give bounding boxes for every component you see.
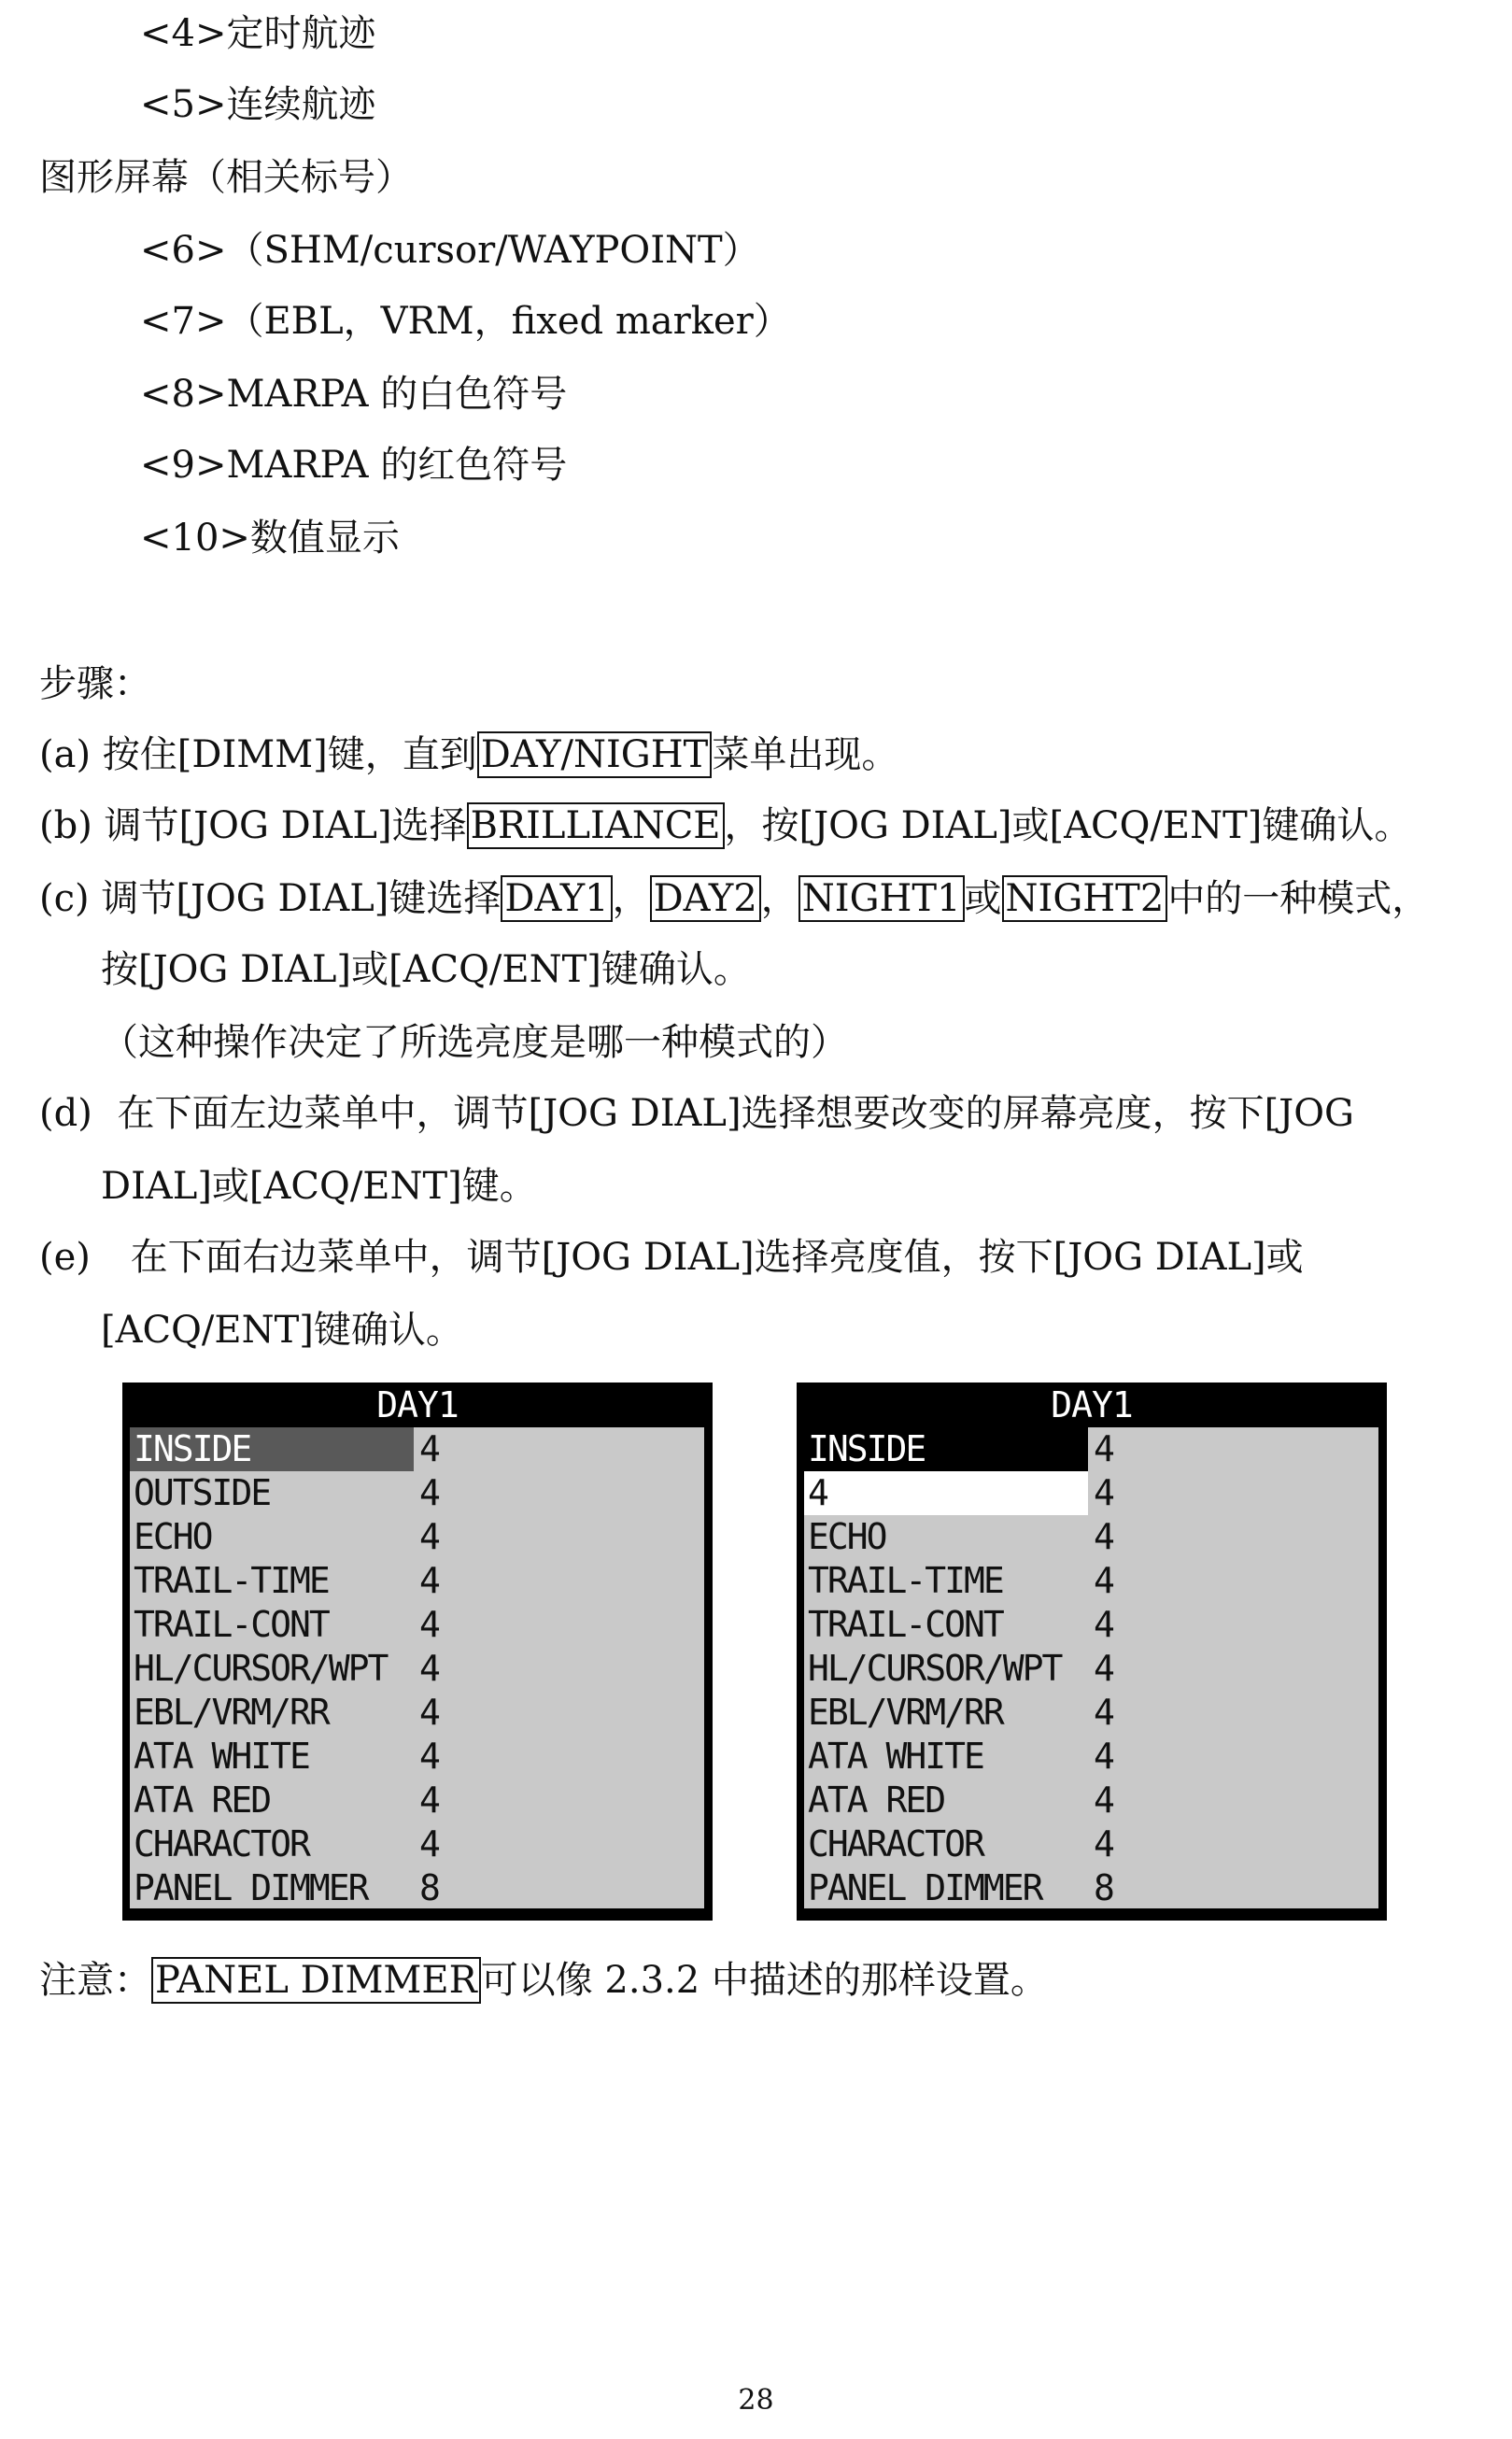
menu-row-label: TRAIL-CONT <box>808 1604 1003 1645</box>
menu-row-value: 4 <box>419 1604 439 1645</box>
menu-row-value: 4 <box>419 1692 439 1733</box>
step-e-line2: [ACQ/ENT]键确认。 <box>101 1309 463 1352</box>
menu-row-label: HL/CURSOR/WPT <box>134 1648 388 1689</box>
menu-title: DAY1 <box>1051 1384 1133 1425</box>
step-label: (d) <box>39 1092 92 1135</box>
menu-name-box: DAY/NIGHT <box>477 731 713 778</box>
menu-row-value: 4 <box>1094 1604 1113 1645</box>
brilliance-menu-left <box>122 1383 713 1921</box>
menu-row-value: 4 <box>1094 1472 1113 1513</box>
mode-box-night1: NIGHT1 <box>798 875 965 922</box>
menu-row-inside[interactable] <box>804 1427 1378 1471</box>
step-b <box>39 803 1411 848</box>
menu-row-hl-cursor-wpt[interactable] <box>130 1647 704 1691</box>
separator: ， <box>612 877 650 920</box>
step-label: (b) <box>39 804 92 847</box>
menu-row-charactor[interactable] <box>804 1822 1378 1866</box>
menu-row-label: CHARACTOR <box>808 1823 983 1865</box>
menu-row-hl-cursor-wpt[interactable] <box>804 1647 1378 1691</box>
menu-row-ata-red[interactable] <box>130 1779 704 1822</box>
step-text: 中的一种模式， <box>1167 877 1430 920</box>
menu-row-label: EBL/VRM/RR <box>134 1692 329 1733</box>
page-number: 28 <box>738 2384 774 2417</box>
separator: ， <box>760 877 798 920</box>
list-item: <6>（SHM/cursor/WAYPOINT） <box>140 229 760 272</box>
menu-row-label: ATA RED <box>134 1780 271 1821</box>
step-text: 按住[DIMM]键，直到 <box>102 733 477 776</box>
step-c-line2: 按[JOG DIAL]或[ACQ/ENT]键确认。 <box>101 948 751 991</box>
menu-row-inside[interactable] <box>130 1427 704 1471</box>
list-item: <8>MARPA 的白色符号 <box>140 373 568 416</box>
menu-row-label: ATA RED <box>808 1780 945 1821</box>
menu-row-charactor[interactable] <box>130 1822 704 1866</box>
section-title: 图形屏幕（相关标号） <box>39 156 413 199</box>
value-edit-text: 4 <box>808 1472 827 1513</box>
menu-row-value: 4 <box>419 1560 439 1601</box>
menu-row-value-editor[interactable] <box>804 1471 1378 1515</box>
menu-row-value: 4 <box>419 1780 439 1821</box>
menu-row-label: CHARACTOR <box>134 1823 309 1865</box>
menu-row-outside[interactable] <box>130 1471 704 1515</box>
mode-box-day2: DAY2 <box>650 875 761 922</box>
menu-row-label: HL/CURSOR/WPT <box>808 1648 1062 1689</box>
note-label: 注意： <box>39 1959 151 2002</box>
menu-row-trail-cont[interactable] <box>130 1603 704 1647</box>
menu-row-value: 4 <box>419 1516 439 1557</box>
menu-row-value: 4 <box>1094 1428 1113 1469</box>
menu-title: DAY1 <box>376 1384 459 1425</box>
menu-row-ebl-vrm-rr[interactable] <box>130 1691 704 1735</box>
steps-title: 步骤： <box>39 662 151 705</box>
menu-body <box>804 1427 1378 1908</box>
panel-dimmer-box: PANEL DIMMER <box>151 1957 481 2004</box>
separator: 或 <box>964 877 1002 920</box>
menu-row-label: ATA WHITE <box>808 1736 983 1777</box>
note-text: 可以像 2.3.2 中描述的那样设置。 <box>480 1959 1048 2002</box>
step-text: 在下面左边菜单中，调节[JOG DIAL]选择想要改变的屏幕亮度，按下[JOG <box>117 1092 1354 1135</box>
step-d <box>39 1091 1354 1136</box>
menu-row-label: ECHO <box>134 1516 212 1557</box>
step-text: 菜单出现。 <box>712 733 899 776</box>
menu-row-ata-white[interactable] <box>804 1735 1378 1779</box>
menu-row-value: 4 <box>1094 1648 1113 1689</box>
list-item: <9>MARPA 的红色符号 <box>140 444 568 487</box>
menu-row-value: 4 <box>419 1736 439 1777</box>
step-label: (c) <box>39 877 90 920</box>
menu-row-value: 4 <box>1094 1823 1113 1865</box>
value-edit-field <box>804 1471 1088 1515</box>
menu-row-ebl-vrm-rr[interactable] <box>804 1691 1378 1735</box>
menu-row-label: ATA WHITE <box>134 1736 309 1777</box>
menu-row-label: EBL/VRM/RR <box>808 1692 1003 1733</box>
step-c-line3: （这种操作决定了所选亮度是哪一种模式的） <box>101 1021 848 1064</box>
step-c <box>39 876 1429 921</box>
note <box>39 1958 1048 2003</box>
menu-body <box>130 1427 704 1908</box>
menu-row-value: 4 <box>419 1428 439 1469</box>
menu-row-ata-red[interactable] <box>804 1779 1378 1822</box>
menu-row-value: 4 <box>419 1823 439 1865</box>
menu-row-trail-time[interactable] <box>804 1559 1378 1603</box>
step-e <box>39 1235 1304 1280</box>
menu-row-value: 4 <box>1094 1560 1113 1601</box>
menu-row-label: ECHO <box>808 1516 886 1557</box>
menu-row-trail-cont[interactable] <box>804 1603 1378 1647</box>
step-label: (e) <box>39 1236 91 1279</box>
step-text: 调节[JOG DIAL]选择 <box>104 804 467 847</box>
menu-row-label: TRAIL-TIME <box>134 1560 329 1601</box>
list-item: <7>（EBL，VRM，fixed marker） <box>140 300 791 343</box>
menu-row-value: 8 <box>1094 1867 1113 1908</box>
menu-row-value: 4 <box>1094 1780 1113 1821</box>
list-item: <4>定时航迹 <box>140 12 376 55</box>
step-text: ，按[JOG DIAL]或[ACQ/ENT]键确认。 <box>724 804 1412 847</box>
menu-name-box: BRILLIANCE <box>467 802 725 849</box>
menu-row-value: 4 <box>419 1648 439 1689</box>
menu-row-value: 8 <box>419 1867 439 1908</box>
list-item: <10>数值显示 <box>140 517 400 560</box>
menu-row-panel-dimmer[interactable] <box>804 1866 1378 1910</box>
menu-row-panel-dimmer[interactable] <box>130 1866 704 1910</box>
brilliance-menu-right <box>797 1383 1387 1921</box>
step-text: 在下面右边菜单中，调节[JOG DIAL]选择亮度值，按下[JOG DIAL]或 <box>130 1236 1304 1279</box>
menu-row-trail-time[interactable] <box>130 1559 704 1603</box>
mode-box-night2: NIGHT2 <box>1002 875 1168 922</box>
menu-row-label: OUTSIDE <box>134 1472 271 1513</box>
menu-row-echo[interactable] <box>804 1515 1378 1559</box>
menu-row-value: 4 <box>1094 1516 1113 1557</box>
menu-row-label: PANEL DIMMER <box>134 1867 368 1908</box>
menu-row-label: PANEL DIMMER <box>808 1867 1042 1908</box>
menu-row-value: 4 <box>1094 1736 1113 1777</box>
step-label: (a) <box>39 733 92 776</box>
menu-row-echo[interactable] <box>130 1515 704 1559</box>
step-a <box>39 732 898 777</box>
menu-row-value: 4 <box>1094 1692 1113 1733</box>
menu-row-ata-white[interactable] <box>130 1735 704 1779</box>
menu-row-label: INSIDE <box>134 1428 251 1469</box>
step-text: 调节[JOG DIAL]键选择 <box>101 877 502 920</box>
menu-row-value: 4 <box>419 1472 439 1513</box>
menu-row-label: INSIDE <box>808 1428 926 1469</box>
list-item: <5>连续航迹 <box>140 83 376 126</box>
mode-box-day1: DAY1 <box>501 875 612 922</box>
menu-row-label: TRAIL-CONT <box>134 1604 329 1645</box>
menu-row-label: TRAIL-TIME <box>808 1560 1003 1601</box>
step-d-line2: DIAL]或[ACQ/ENT]键。 <box>101 1165 537 1208</box>
